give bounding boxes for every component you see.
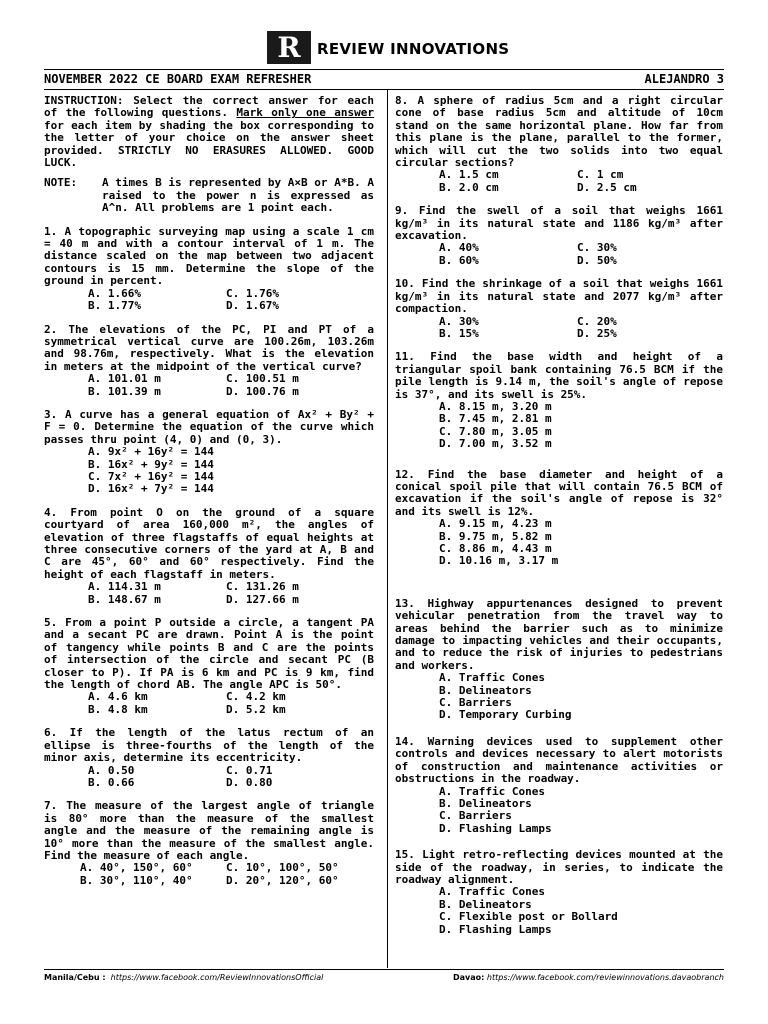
choice-d: D. 127.66 m: [226, 592, 299, 606]
brand-name: REVIEW INNOVATIONS: [317, 40, 510, 58]
question-stem: 3. A curve has a general equation of Ax² + By² + F = 0. Determine the equation of the curve which passes thru point (4, 0) and (0, 3).: [44, 407, 374, 446]
question-stem: 8. A sphere of radius 5cm and a right circular cone of base radius 5cm and altitude of 10cm stand on the same horizontal plane. How far from this plane is the plane, parallel to the former, which will cut the two solids into two equal circular sections?: [395, 94, 723, 170]
question-7: [44, 800, 374, 887]
choice-a: A. 0.50: [88, 763, 135, 777]
note-label: NOTE:: [44, 176, 78, 190]
choice-list: [88, 581, 374, 606]
choice-list: [80, 862, 374, 887]
logo-glyph: R: [277, 30, 301, 64]
question-2: [44, 324, 374, 398]
set-label: ALEJANDRO 3: [644, 72, 724, 86]
choice-d: D. 20°, 120°, 60°: [226, 873, 339, 887]
choice-list: [439, 886, 723, 936]
title-bar: [44, 72, 724, 86]
choice-d: D. 25%: [577, 326, 617, 340]
choice-b: B. Delineators: [439, 683, 532, 697]
choice-list: [439, 169, 723, 194]
choice-list: [439, 672, 723, 722]
choice-list: [88, 446, 374, 496]
choice-d: D. Temporary Curbing: [439, 708, 572, 722]
question-stem: 4. From point O on the ground of a square courtyard of area 160,000 m², the angles of elevation of three flagstaffs of equal heights at three consecutive corners of the yard at A, B and C are 45°, 60° and 60° respectively. Find the height of each flagstaff in meters.: [44, 505, 374, 581]
footer-left: [44, 973, 323, 982]
choice-b: B. 15%: [439, 326, 479, 340]
choice-c: C. Barriers: [439, 809, 512, 823]
choice-a: A. 101.01 m: [88, 372, 161, 386]
choice-c: C. 1.76%: [226, 286, 279, 300]
choice-a: A. 9.15 m, 4.23 m: [439, 517, 552, 531]
question-8: [395, 95, 723, 194]
question-stem: 7. The measure of the largest angle of triangle is 80° more than the measure of the smallest angle and the measure of the remaining angle is 10° more than the measure of the smallest angle. Find the measure of each angle.: [44, 799, 374, 862]
choice-c: C. Barriers: [439, 696, 512, 710]
choice-a: A. Traffic Cones: [439, 784, 545, 798]
choice-c: C. 7x² + 16y² = 144: [88, 469, 214, 483]
choice-c: C. 1 cm: [577, 168, 624, 182]
choice-a: A. 40°, 150°, 60°: [80, 861, 193, 875]
question-15: [395, 849, 723, 936]
choice-b: B. 2.0 cm: [439, 180, 499, 194]
question-12: [395, 469, 723, 568]
choice-c: C. 7.80 m, 3.05 m: [439, 424, 552, 438]
footer-right: [453, 973, 724, 982]
choice-c: C. 131.26 m: [226, 580, 299, 594]
question-stem: 5. From a point P outside a circle, a tangent PA and a secant PC are drawn. Point A is the point of tangency while points B and C are the points of intersection of the circle and secant PC (B closer to P). If PA is 6 km and PC is 9 km, find the length of chord AB. The angle APC is 50°.: [44, 616, 374, 692]
choice-d: D. Flashing Lamps: [439, 821, 552, 835]
choice-c: C. 4.2 km: [226, 690, 286, 704]
choice-a: A. 30%: [439, 314, 479, 328]
header: [0, 28, 768, 68]
question-stem: 12. Find the base diameter and height of a conical spoil pile that will contain 76.5 BCM of excavation if the soil's angle of repose is 32° and its swell is 12%.: [395, 467, 723, 518]
choice-c: C. 0.71: [226, 763, 273, 777]
question-9: [395, 205, 723, 267]
footer-right-label: Davao:: [453, 973, 485, 982]
choice-c: C. 100.51 m: [226, 372, 299, 386]
choice-d: D. 100.76 m: [226, 384, 299, 398]
choice-b: B. 7.45 m, 2.81 m: [439, 412, 552, 426]
question-stem: 15. Light retro-reflecting devices mounted at the side of the roadway, in series, to indicate the roadway alignment.: [395, 848, 723, 886]
choice-d: D. 2.5 cm: [577, 180, 637, 194]
choice-b: B. Delineators: [439, 897, 532, 911]
exam-title: NOVEMBER 2022 CE BOARD EXAM REFRESHER: [44, 72, 312, 86]
question-13: [395, 598, 723, 722]
choice-b: B. 16x² + 9y² = 144: [88, 457, 214, 471]
choice-b: B. Delineators: [439, 796, 532, 810]
footer-left-label: Manila/Cebu :: [44, 973, 106, 982]
question-stem: 13. Highway appurtenances designed to prevent vehicular penetration from the travel way to areas behind the barrier such as to minimize damage to impacting vehicles and their occupants, and to reduce the risk of injuries to pedestrians and workers.: [395, 596, 723, 672]
question-5: [44, 617, 374, 716]
question-stem: 14. Warning devices used to supplement other controls and devices necessary to alert motorists of construction and maintenance activities or obstructions in the roadway.: [395, 734, 723, 786]
choice-a: A. 1.66%: [88, 286, 141, 300]
column-divider: [387, 90, 388, 968]
question-1: [44, 226, 374, 313]
choice-a: A. 9x² + 16y² = 144: [88, 445, 214, 459]
choice-c: C. 10°, 100°, 50°: [226, 861, 339, 875]
note: [44, 177, 374, 214]
choice-d: D. Flashing Lamps: [439, 922, 552, 936]
choice-d: D. 1.67%: [226, 299, 279, 313]
footer-right-link[interactable]: https://www.facebook.com/reviewinnovations.davaobranch: [486, 973, 724, 982]
choice-d: D. 5.2 km: [226, 702, 286, 716]
header-rule-top: [44, 69, 724, 70]
choice-list: [88, 765, 374, 790]
choice-b: B. 4.8 km: [88, 702, 148, 716]
choice-d: D. 10.16 m, 3.17 m: [439, 554, 559, 568]
question-stem: 11. Find the base width and height of a triangular spoil bank containing 76.5 BCM if the pile length is 9.14 m, the soil's angle of repose is 37°, and its swell is 25%.: [395, 350, 723, 401]
choice-list: [88, 691, 374, 716]
choice-c: C. 20%: [577, 314, 617, 328]
question-10: [395, 278, 723, 340]
choice-d: D. 0.80: [226, 775, 273, 789]
question-stem: 6. If the length of the latus rectum of an ellipse is three-fourths of the length of the minor axis, determine its eccentricity.: [44, 726, 374, 765]
left-column: [44, 95, 374, 887]
choice-c: C. Flexible post or Bollard: [439, 910, 618, 924]
choice-d: D. 16x² + 7y² = 144: [88, 482, 214, 496]
question-14: [395, 736, 723, 835]
choice-list: [439, 401, 723, 451]
choice-b: B. 60%: [439, 253, 479, 267]
choice-a: A. 4.6 km: [88, 690, 148, 704]
question-stem: 9. Find the swell of a soil that weighs 1661 kg/m³ in its natural state and 1186 kg/m³ after excavation.: [395, 204, 723, 243]
choice-a: A. 114.31 m: [88, 580, 161, 594]
instruction-text-end: for each item by shading the box corresponding to the letter of your choice on the answer sheet provided. STRICTLY NO ERASURES ALLOWED. GOOD LUCK.: [44, 118, 374, 170]
right-column: [395, 95, 723, 936]
choice-list: [439, 316, 723, 341]
choice-d: D. 50%: [577, 253, 617, 267]
choice-list: [88, 373, 374, 398]
instruction-emphasis: Mark only one answer: [236, 106, 375, 120]
choice-b: B. 1.77%: [88, 299, 141, 313]
choice-d: D. 7.00 m, 3.52 m: [439, 437, 552, 451]
choice-list: [439, 786, 723, 836]
choice-b: B. 148.67 m: [88, 592, 161, 606]
choice-list: [439, 242, 723, 267]
choice-a: A. Traffic Cones: [439, 671, 545, 685]
instruction: [44, 95, 374, 169]
choice-b: B. 30°, 110°, 40°: [80, 873, 193, 887]
choice-list: [88, 288, 374, 313]
footer-rule: [44, 969, 724, 970]
footer-left-link[interactable]: https://www.facebook.com/ReviewInnovationsOfficial: [110, 973, 324, 982]
choice-b: B. 9.75 m, 5.82 m: [439, 529, 552, 543]
question-3: [44, 409, 374, 496]
choice-b: B. 101.39 m: [88, 384, 161, 398]
choice-a: A. 8.15 m, 3.20 m: [439, 399, 552, 413]
choice-a: A. 1.5 cm: [439, 168, 499, 182]
note-text: A times B is represented by A×B or A*B. A raised to the power n is expressed as A^n. All problems are 1 point each.: [102, 176, 374, 215]
logo-mark: [267, 31, 311, 64]
choice-c: C. 8.86 m, 4.43 m: [439, 542, 552, 555]
question-stem: 2. The elevations of the PC, PI and PT of a symmetrical vertical curve are 100.26m, 103.26m and 98.76m, respectively. What is the elevation in meters at the midpoint of the vertical curve?: [44, 322, 374, 373]
question-stem: 1. A topographic surveying map using a scale 1 cm = 40 m and with a contour interval of 1 m. The distance scaled on the map between two adjacent contours is 15 mm. Determine the slope of the ground in percent.: [44, 224, 374, 288]
question-stem: 10. Find the shrinkage of a soil that weighs 1661 kg/m³ in its natural state and 2077 kg/m³ after compaction.: [395, 277, 723, 316]
header-rule-bottom: [44, 89, 724, 90]
choice-c: C. 30%: [577, 241, 617, 255]
choice-a: A. Traffic Cones: [439, 885, 545, 899]
choice-a: A. 40%: [439, 241, 479, 255]
choice-b: B. 0.66: [88, 775, 135, 789]
question-4: [44, 507, 374, 606]
question-11: [395, 351, 723, 450]
choice-list: [439, 518, 723, 568]
footer: [44, 973, 724, 982]
instruction-text: INSTRUCTION: Select the correct answer for each of the following questions.: [44, 94, 374, 120]
question-6: [44, 727, 374, 789]
